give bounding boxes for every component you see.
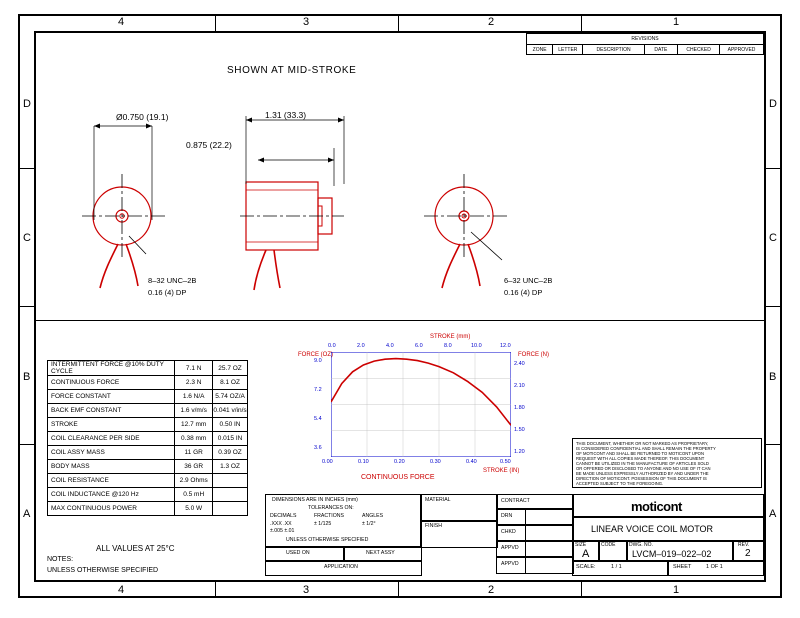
code-block xyxy=(598,540,628,562)
proprietary-line-1: IS CONSIDERED CONFIDENTIAL AND SHALL REMAIN THE PROPERTY xyxy=(576,446,716,451)
zone-tick-right-3 xyxy=(764,444,782,445)
zone-label-bottom-3: 3 xyxy=(303,584,310,596)
revision-header-approved: APPROVED xyxy=(720,45,764,55)
spec-imperial-value: 0.50 IN xyxy=(213,418,248,432)
chart-x2-tick-3: 6.0 xyxy=(415,343,423,349)
right-thread-callout-line2: 0.16 (4) DP xyxy=(504,288,543,297)
proprietary-line-0: THIS DOCUMENT, WHETHER OR NOT MARKED AS PROPRIETARY, xyxy=(576,441,709,446)
chart-y2-tick-0: 1.20 xyxy=(514,449,525,455)
spec-imperial-value: 8.1 OZ xyxy=(213,376,248,390)
proprietary-line-5: OR OFFERED OR DISCLOSED TO ANYONE AND NO USE OF IT CAN xyxy=(576,466,711,471)
zone-label-bottom-2: 2 xyxy=(488,584,495,596)
zone-label-top-3: 3 xyxy=(303,16,310,28)
approval-divider-drn xyxy=(525,509,526,525)
mid-stroke-note: SHOWN AT MID-STROKE xyxy=(227,65,357,76)
chart-x-label: STROKE (IN) xyxy=(483,468,520,474)
zone-tick-bottom-1 xyxy=(215,582,216,598)
chart-x2-tick-1: 2.0 xyxy=(357,343,365,349)
chart-y2-label: FORCE (N) xyxy=(518,352,549,358)
spec-parameter: COIL CLEARANCE PER SIDE xyxy=(48,432,175,446)
dwg-no-value: LVCM–019–022–02 xyxy=(632,549,712,559)
revision-header-checked: CHECKED xyxy=(678,45,720,55)
zone-label-right-c: C xyxy=(769,232,777,244)
chart-x-tick-3: 0.30 xyxy=(430,459,441,465)
approval-label-chkd: CHKD xyxy=(501,529,516,535)
approval-label-drn: DRN xyxy=(501,513,513,519)
approval-label-appvd-1: APPVD xyxy=(501,545,519,551)
company-logo: moticont xyxy=(631,499,682,514)
finish-block xyxy=(420,520,498,548)
tolerance-block xyxy=(265,494,422,548)
spec-metric-value: 12.7 mm xyxy=(175,418,213,432)
application-label: APPLICATION xyxy=(324,564,358,570)
dwg-no-label: DWG. NO. xyxy=(629,542,653,548)
revision-header-date: DATE xyxy=(644,45,678,55)
zone-tick-bottom-2 xyxy=(398,582,399,598)
notes-title: NOTES: xyxy=(47,556,74,563)
zone-label-right-a: A xyxy=(769,508,777,520)
tolerance-head-angles: ANGLES xyxy=(362,513,384,519)
zone-tick-top-2 xyxy=(398,14,399,31)
spec-metric-value: 5.0 W xyxy=(175,502,213,516)
spec-metric-value: 0.38 mm xyxy=(175,432,213,446)
finish-label: FINISH xyxy=(425,523,443,529)
right-thread-callout-line1: 6–32 UNC–2B xyxy=(504,276,553,285)
sheet-value: 1 OF 1 xyxy=(706,564,723,570)
tolerance-val-decimals: .XXX .XX xyxy=(270,521,292,527)
zone-tick-left-2 xyxy=(18,306,36,307)
spec-imperial-value xyxy=(213,502,248,516)
company-block xyxy=(572,494,764,518)
chart-x-tick-1: 0.10 xyxy=(358,459,369,465)
scale-block xyxy=(572,560,669,576)
proprietary-note xyxy=(572,438,762,488)
zone-label-right-b: B xyxy=(769,371,777,383)
rev-value: 2 xyxy=(745,548,751,559)
spec-parameter: BACK EMF CONSTANT xyxy=(48,404,175,418)
tolerance-val-fractions: ± 1/125 xyxy=(314,521,332,527)
proprietary-line-6: BE MADE UNLESS EXPRESSLY AUTHORIZED BY AND UNDER THE xyxy=(576,471,709,476)
spec-parameter: STROKE xyxy=(48,418,175,432)
spec-parameter: MAX CONTINUOUS POWER xyxy=(48,502,175,516)
zone-tick-bottom-3 xyxy=(581,582,582,598)
chart-y2-tick-3: 2.10 xyxy=(514,383,525,389)
table-row xyxy=(48,418,248,432)
left-thread-callout-line1: 8–32 UNC–2B xyxy=(148,276,197,285)
tolerance-note: UNLESS OTHERWISE SPECIFIED xyxy=(286,537,369,543)
zone-tick-left-3 xyxy=(18,444,36,445)
zone-tick-left-1 xyxy=(18,168,36,169)
chart-y2-tick-1: 1.50 xyxy=(514,427,525,433)
chart-title: CONTINUOUS FORCE xyxy=(361,474,435,481)
chart-plot xyxy=(331,352,511,457)
spec-imperial-value xyxy=(213,474,248,488)
chart-y-tick-3: 9.0 xyxy=(314,358,322,364)
table-row xyxy=(48,474,248,488)
force-chart xyxy=(298,334,549,481)
chart-x-tick-0: 0.00 xyxy=(322,459,333,465)
chart-x2-tick-2: 4.0 xyxy=(386,343,394,349)
approval-divider-chkd xyxy=(525,525,526,541)
zone-tick-right-1 xyxy=(764,168,782,169)
chart-x2-tick-5: 10.0 xyxy=(471,343,482,349)
zone-tick-right-2 xyxy=(764,306,782,307)
border-outer-bottom xyxy=(18,596,782,598)
rev-label: REV. xyxy=(738,542,750,548)
drawing-title-block xyxy=(572,516,764,542)
section-divider xyxy=(36,320,764,321)
table-row xyxy=(48,432,248,446)
tolerance-head-fractions: FRACTIONS xyxy=(314,513,344,519)
size-block xyxy=(572,540,600,562)
table-row xyxy=(48,376,248,390)
spec-footer: ALL VALUES AT 25°C xyxy=(96,544,175,553)
chart-y2-tick-2: 1.80 xyxy=(514,405,525,411)
revision-block xyxy=(526,33,764,55)
zone-label-top-1: 1 xyxy=(673,16,680,28)
chart-y-tick-1: 5.4 xyxy=(314,416,322,422)
spec-metric-value: 1.6 N/A xyxy=(175,390,213,404)
approval-divider-appvd-2 xyxy=(525,557,526,573)
chart-x-tick-2: 0.20 xyxy=(394,459,405,465)
spec-imperial-value: 25.7 OZ xyxy=(213,361,248,376)
table-row xyxy=(48,390,248,404)
tolerance-head-decimals: DECIMALS xyxy=(270,513,297,519)
spec-metric-value: 0.5 mH xyxy=(175,488,213,502)
diameter-dimension-text: Ø0.750 (19.1) xyxy=(116,112,169,122)
zone-label-top-2: 2 xyxy=(488,16,495,28)
spec-metric-value: 7.1 N xyxy=(175,361,213,376)
spec-imperial-value: 0.015 IN xyxy=(213,432,248,446)
next-assy-label: NEXT ASSY xyxy=(366,550,395,556)
approval-row-appvd-2 xyxy=(496,556,574,574)
chart-x2-tick-4: 8.0 xyxy=(444,343,452,349)
notes-line: UNLESS OTHERWISE SPECIFIED xyxy=(47,567,159,574)
table-row xyxy=(48,502,248,516)
proprietary-line-3: REQUEST WITH ALL COPIES MADE THEREOF. THIS DOCUMENT xyxy=(576,456,705,461)
spec-parameter: COIL INDUCTANCE @120 Hz xyxy=(48,488,175,502)
revision-header-zone: ZONE xyxy=(527,45,553,55)
chart-x2-tick-0: 0.0 xyxy=(328,343,336,349)
spec-parameter: CONTINUOUS FORCE xyxy=(48,376,175,390)
zone-label-bottom-1: 1 xyxy=(673,584,680,596)
tolerance-sub: TOLERANCES ON: xyxy=(308,505,354,511)
tolerance-title: DIMENSIONS ARE IN INCHES (mm) xyxy=(272,497,358,503)
revision-title: REVISIONS xyxy=(527,34,764,45)
spec-imperial-value: 0.041 v/in/s xyxy=(213,404,248,418)
zone-label-right-d: D xyxy=(769,98,777,110)
approval-label-appvd-2: APPVD xyxy=(501,561,519,567)
proprietary-line-4: CANNOT BE UTILIZED IN THE MANUFACTURE OF ARTICLES SOLD xyxy=(576,461,709,466)
spec-metric-value: 11 GR xyxy=(175,446,213,460)
zone-tick-top-3 xyxy=(581,14,582,31)
table-row xyxy=(48,488,248,502)
revision-header-description: DESCRIPTION xyxy=(583,45,644,55)
scale-value: 1 / 1 xyxy=(611,564,622,570)
contract-label: CONTRACT xyxy=(501,498,530,504)
zone-label-left-b: B xyxy=(23,371,31,383)
revision-header-letter: LETTER xyxy=(553,45,583,55)
chart-y-tick-0: 3.6 xyxy=(314,445,322,451)
size-label: SIZE xyxy=(575,542,587,548)
spec-parameter: COIL RESISTANCE xyxy=(48,474,175,488)
spec-imperial-value xyxy=(213,488,248,502)
table-row xyxy=(48,460,248,474)
spec-parameter: FORCE CONSTANT xyxy=(48,390,175,404)
application-block xyxy=(265,560,422,576)
border-outer-top xyxy=(18,14,782,16)
zone-label-left-c: C xyxy=(23,232,31,244)
rev-block xyxy=(732,540,764,562)
chart-y-tick-2: 7.2 xyxy=(314,387,322,393)
material-label: MATERIAL xyxy=(425,497,451,503)
used-on-label: USED ON xyxy=(286,550,310,556)
spec-imperial-value: 5.74 OZ/A xyxy=(213,390,248,404)
zone-tick-top-1 xyxy=(215,14,216,31)
spec-imperial-value: 0.39 OZ xyxy=(213,446,248,460)
proprietary-line-7: DIRECTION OF MOTICONT. POSSESSION OF THIS DOCUMENT IS xyxy=(576,476,707,481)
code-label: CODE xyxy=(601,542,616,548)
drawing-title: LINEAR VOICE COIL MOTOR xyxy=(591,524,714,534)
spec-parameter: INTERMITTENT FORCE @10% DUTY CYCLE xyxy=(48,361,175,376)
material-block xyxy=(420,494,498,522)
scale-label: SCALE: xyxy=(576,564,596,570)
border-inner-bottom xyxy=(34,580,766,582)
coil-length-text: 0.875 (22.2) xyxy=(186,140,232,150)
spec-metric-value: 36 GR xyxy=(175,460,213,474)
approval-divider-appvd-1 xyxy=(525,541,526,557)
tolerance-val-angles: ± 1/2° xyxy=(362,521,376,527)
size-value: A xyxy=(582,548,590,560)
chart-x2-label: STROKE (mm) xyxy=(430,334,471,340)
table-row xyxy=(48,446,248,460)
sheet-block xyxy=(667,560,764,576)
dwg-no-block xyxy=(626,540,734,562)
zone-label-top-4: 4 xyxy=(118,16,125,28)
proprietary-line-2: OF MOTICONT AND SHALL BE RETURNED TO MOTICONT UPON xyxy=(576,451,704,456)
spec-parameter: BODY MASS xyxy=(48,460,175,474)
proprietary-line-8: ACCEPTED SUBJECT TO THE FOREGOING. xyxy=(576,481,664,486)
zone-label-left-d: D xyxy=(23,98,31,110)
chart-y2-tick-4: 2.40 xyxy=(514,361,525,367)
spec-metric-value: 2.3 N xyxy=(175,376,213,390)
chart-x-tick-5: 0.50 xyxy=(500,459,511,465)
zone-label-left-a: A xyxy=(23,508,31,520)
left-thread-callout-line2: 0.16 (4) DP xyxy=(148,288,187,297)
table-row xyxy=(48,404,248,418)
specification-table xyxy=(47,360,248,516)
chart-x2-tick-6: 12.0 xyxy=(500,343,511,349)
spec-metric-value: 2.9 Ohms xyxy=(175,474,213,488)
spec-parameter: COIL ASSY MASS xyxy=(48,446,175,460)
sheet-label: SHEET xyxy=(673,564,692,570)
spec-imperial-value: 1.3 OZ xyxy=(213,460,248,474)
chart-y-label: FORCE (OZ) xyxy=(298,352,333,358)
body-length-text: 1.31 (33.3) xyxy=(265,110,307,120)
tolerance-val-decimals2: ±.005 ±.01 xyxy=(270,528,295,534)
zone-label-bottom-4: 4 xyxy=(118,584,125,596)
chart-x-tick-4: 0.40 xyxy=(466,459,477,465)
spec-metric-value: 1.6 v/m/s xyxy=(175,404,213,418)
table-row xyxy=(48,361,248,376)
